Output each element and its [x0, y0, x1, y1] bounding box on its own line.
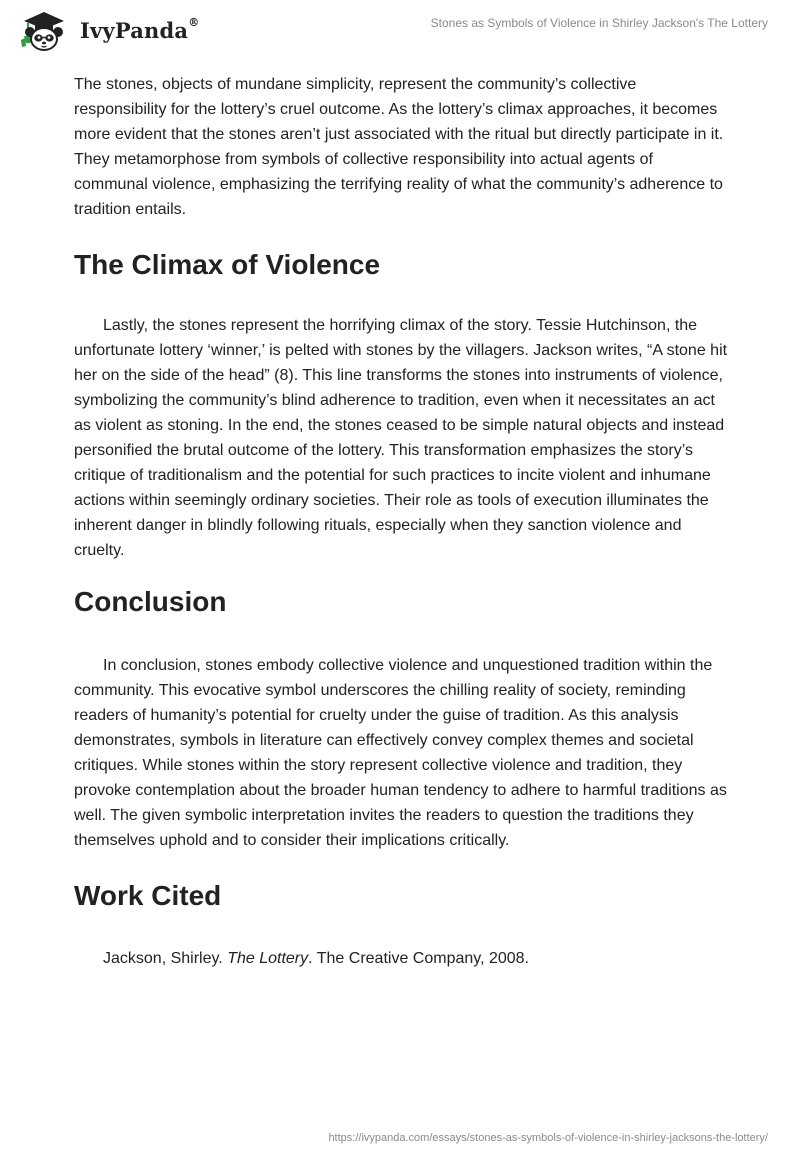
- paragraph-conclusion: In conclusion, stones embody collective violence and unquestioned tradition within the community. This evocative symbol underscores the chilling reality of society, reminding readers of humanity’s potential for cruelty under the guise of tradition. As this analysis demonstrates, symbols in literature can effectively convey complex themes and societal critiques. While stones within the story represent collective violence and tradition, they provoke contemplation about the broader human tendency to adhere to harmful traditions as well. The given symbolic interpretation invites the readers to question the traditions they themselves uphold and to consider their implications critically.: [74, 657, 727, 849]
- citation-author: Jackson, Shirley.: [103, 950, 223, 967]
- registered-mark: ®: [188, 15, 200, 29]
- paragraph-climax: Lastly, the stones represent the horrifying climax of the story. Tessie Hutchinson, the unfortunate lottery ‘winner,’ is pelted with stones by the villagers. Jackson writes, “A stone hit her on the side of the head” (8). This line transforms the stones into instruments of violence, symbolizing the community’s blind adherence to tradition, even when it necessitates an act as violent as stoning. In the end, the stones ceased to be simple natural objects and instead personified the brutal outcome of the lottery. This transformation emphasizes the story’s critique of traditionalism and the potential for such practices to incite violent and inhumane actions within seemingly ordinary societies. Their role as tools of execution illuminates the inherent danger in blindly following rituals, especially when they sanction violence and cruelty.: [74, 317, 728, 559]
- paragraph-intro: The stones, objects of mundane simplicity, represent the community’s collective responsibility for the lottery’s cruel outcome. As the lottery’s climax approaches, it becomes more evident that the stones aren’t just associated with the ritual but directly participate in it. They metamorphose from symbols of collective responsibility into actual agents of communal violence, emphasizing the terrifying reality of what the community’s adherence to tradition entails.: [74, 76, 724, 218]
- citation-publisher: . The Creative Company, 2008.: [308, 950, 529, 967]
- heading-conclusion: Conclusion: [74, 586, 227, 617]
- essay-title: Stones as Symbols of Violence in Shirley Jackson's The Lottery: [430, 16, 768, 30]
- ivypanda-logo[interactable]: [14, 8, 199, 52]
- essay-content: [74, 72, 729, 971]
- citation-title: The Lottery: [227, 950, 309, 967]
- page-header: [0, 0, 800, 62]
- footer-url-link[interactable]: https://ivypanda.com/essays/stones-as-symbols-of-violence-in-shirley-jacksons-the-lottery/: [328, 1132, 768, 1144]
- heading-climax-of-violence: The Climax of Violence: [74, 249, 381, 280]
- brand-name: IvyPanda®: [80, 15, 200, 43]
- citation-entry: [74, 946, 729, 971]
- panda-graduate-icon: [14, 8, 74, 52]
- heading-work-cited: Work Cited: [74, 880, 222, 911]
